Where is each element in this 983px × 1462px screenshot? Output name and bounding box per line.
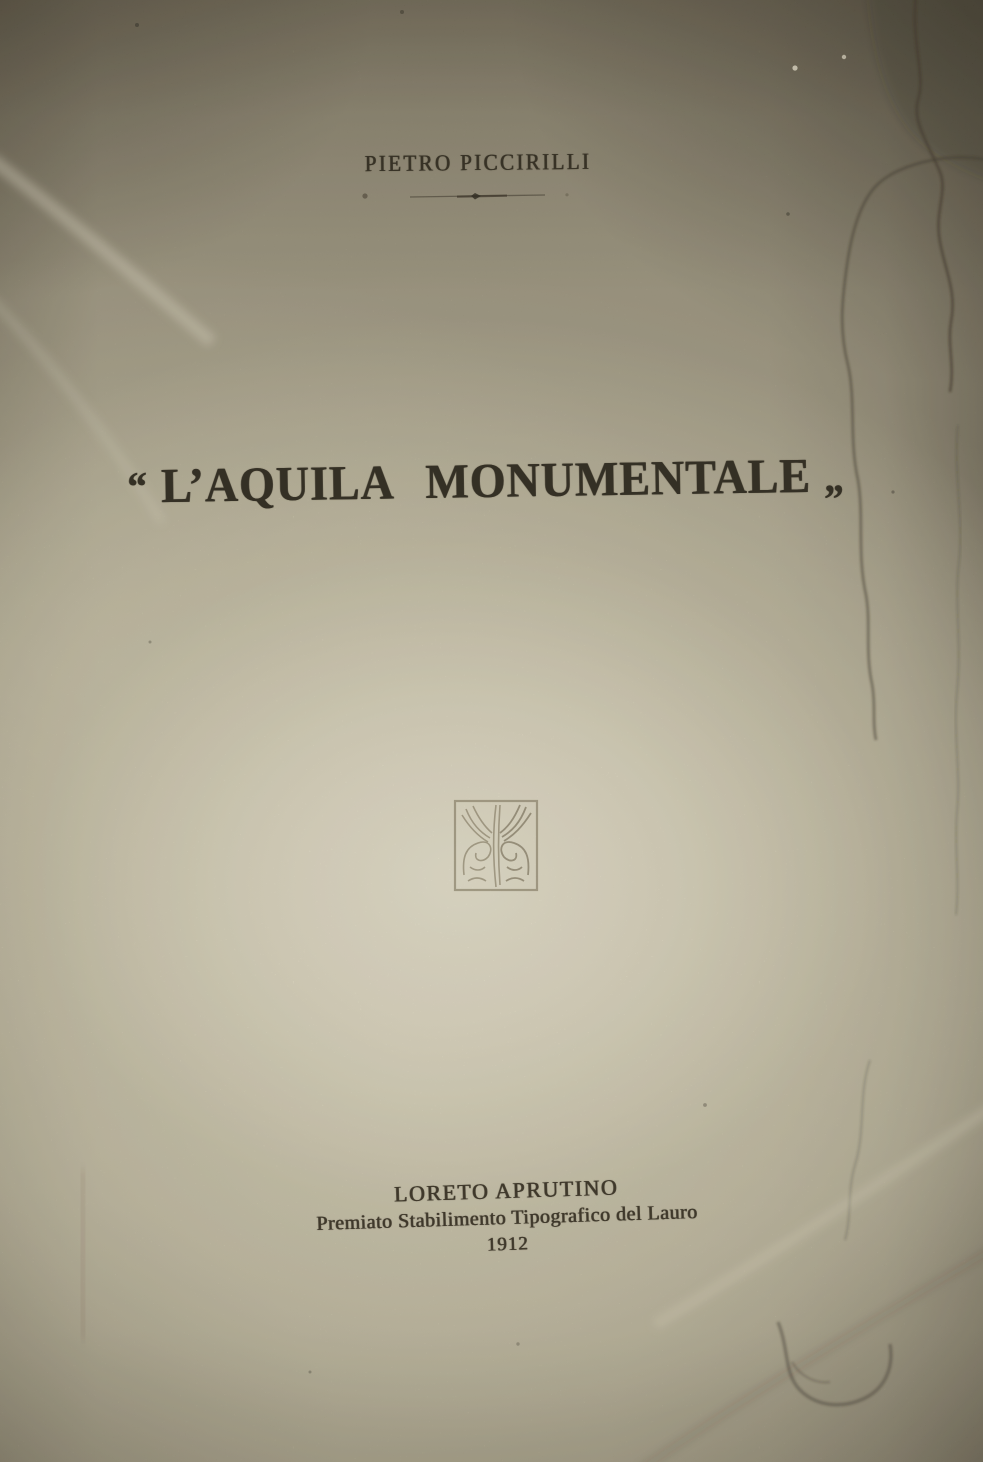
imprint-year: 1912 [486, 1233, 530, 1256]
imprint-block [315, 1172, 699, 1262]
title-text: L’AQUILA MONUMENTALE [160, 447, 812, 514]
title-open-quote: “ [127, 464, 149, 511]
book-title [127, 446, 845, 514]
printer-ornament-icon [452, 797, 540, 894]
decorative-rule [345, 188, 585, 204]
imprint-printer: Premiato Stabilimento Tipografico del Lauro [316, 1201, 699, 1235]
title-close-quote: „ [823, 455, 845, 502]
imprint-place: LORETO APRUTINO [393, 1174, 619, 1207]
author-name: PIETRO PICCIRILLI [364, 148, 592, 177]
